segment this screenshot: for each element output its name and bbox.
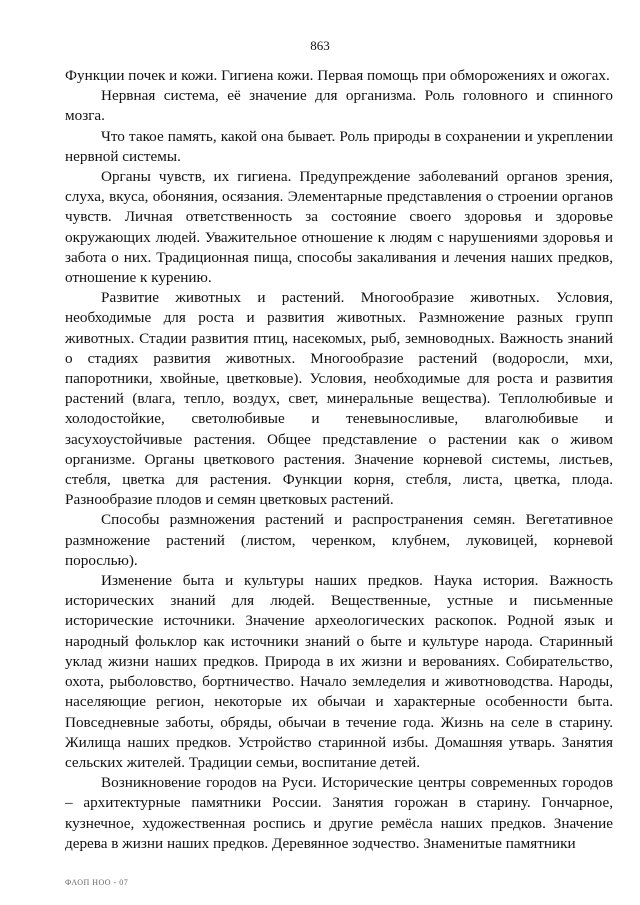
paragraph: Способы размножения растений и распространения семян. Вегетативное размножение растений (листом, черенком, клубнем, луковицей, корневой порослью). <box>65 511 613 569</box>
document-body <box>65 66 613 854</box>
paragraph: Нервная система, её значение для организма. Роль головного и спинного мозга. <box>65 87 613 125</box>
paragraph: Возникновение городов на Руси. Исторические центры современных городов – архитектурные памятники России. Занятия горожан в старину. Гончарное, кузнечное, художественная роспись и другие ремёсла наших предков. Значение дерева в жизни наших предков. Деревянное зодчество. Знаменитые памятники <box>65 774 613 852</box>
paragraph: Функции почек и кожи. Гигиена кожи. Первая помощь при обморожениях и ожогах. <box>65 67 610 84</box>
footer-mark: ФАОП НОО - 07 <box>65 878 129 887</box>
paragraph: Органы чувств, их гигиена. Предупреждение заболеваний органов зрения, слуха, вкуса, обоняния, осязания. Элементарные представления о строении органов чувств. Личная ответственность за состояние своего здоровья и здоровье окружающих людей. Уважительное отношение к людям с нарушениями здоровья и забота о них. Традиционная пища, способы закаливания и лечения наших предков, отношение к курению. <box>65 168 613 287</box>
paragraph: Изменение быта и культуры наших предков. Наука история. Важность исторических знаний для людей. Вещественные, устные и письменные исторические источники. Значение археологических раскопок. Родной язык и народный фольклор как источники знаний о быте и культуре народа. Старинный уклад жизни наших предков. Природа в их жизни и верованиях. Собирательство, охота, рыболовство, бортничество. Начало земледелия и животноводства. Народы, населяющие регион, некоторые их обычаи и характерные особенности быта. Повседневные заботы, обряды, обычаи в течение года. Жизнь на селе в старину. Жилища наших предков. Устройство старинной избы. Домашняя утварь. Занятия сельских жителей. Традиции семьи, воспитание детей. <box>65 572 613 771</box>
paragraph: Развитие животных и растений. Многообразие животных. Условия, необходимые для роста и развития животных. Размножение разных групп животных. Стадии развития птиц, насекомых, рыб, земноводных. Важность знаний о стадиях развития животных. Многообразие растений (водоросли, мхи, папоротники, хвойные, цветковые). Условия, необходимые для роста и развития растений (влага, тепло, воздух, свет, минеральные вещества). Теплолюбивые и холодостойкие, светолюбивые и теневыносливые, влаголюбивые и засухоустойчивые растения. Общее представление о растении как о живом организме. Органы цветкового растения. Значение корневой системы, листьев, стебля, цветка для растения. Функции корня, стебля, листа, цветка, плода. Разнообразие плодов и семян цветковых растений. <box>65 289 613 509</box>
page-number: 863 <box>310 38 330 53</box>
paragraph: Что такое память, какой она бывает. Роль природы в сохранении и укреплении нервной системы. <box>65 127 613 165</box>
